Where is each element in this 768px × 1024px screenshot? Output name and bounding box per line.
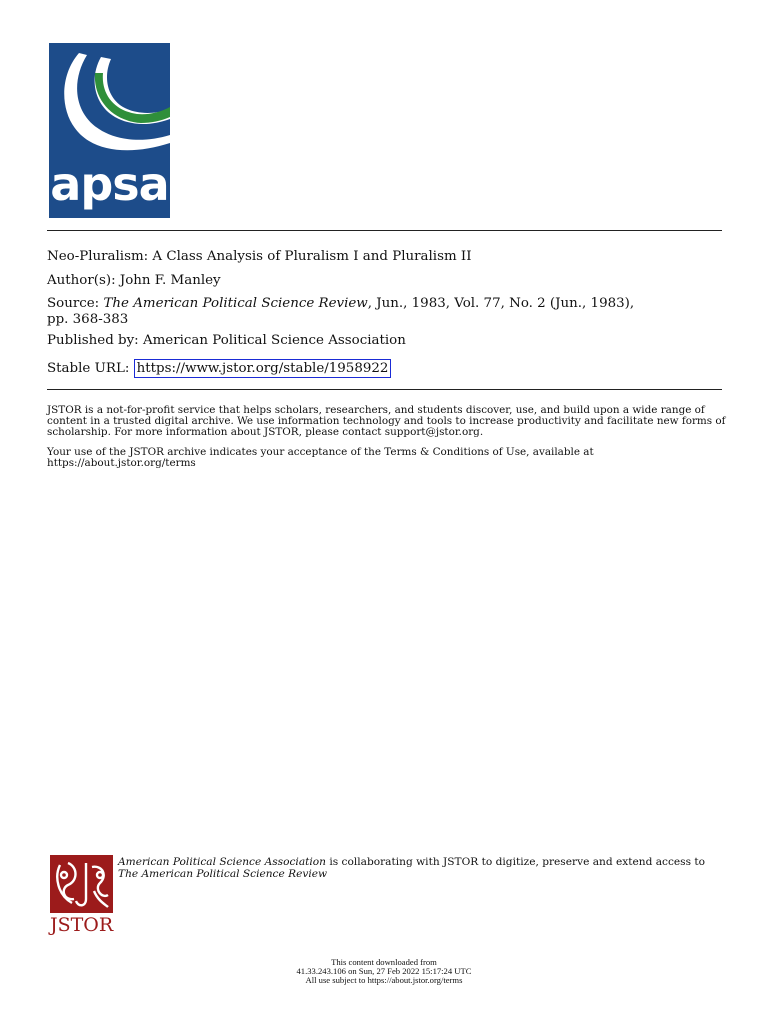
top-rule [47,230,722,231]
article-publisher [47,333,406,350]
apsa-logo-text: apsa [50,157,169,211]
publisher-value: American Political Science Association [142,333,406,348]
collab-journal: The American Political Science Review [118,868,328,880]
jstor-logo-icon [50,855,113,913]
jstor-notice-paragraph: JSTOR is a not-for-profit service that helps scholars, researchers, and students discover, use, and build upon a wide range of content in a trusted digital archive. We use information technology and tools to increase productivity and facilitate new forms of scholarship. For more information about JSTOR, please contact support@jstor.org. [47,404,726,438]
stable-url-row [47,361,391,378]
source-pages: pp. 368-383 [47,312,129,327]
source-journal: The American Political Science Review [103,296,368,311]
article-title: Neo-Pluralism: A Class Analysis of Pluralism I and Pluralism II [47,249,472,264]
stable-url-label: Stable URL: [47,361,130,376]
apsa-logo-icon [49,43,170,163]
source-label: Source: [47,296,100,311]
publisher-label: Published by: [47,333,139,348]
source-details: , Jun., 1983, Vol. 77, No. 2 (Jun., 1983), [367,296,635,311]
bottom-rule [47,389,722,390]
stable-url-link[interactable]: https://www.jstor.org/stable/1958922 [134,359,392,378]
footer-line-3: All use subject to https://about.jstor.org/terms [305,975,463,986]
authors-label: Author(s): [47,273,116,288]
collab-org: American Political Science Association [118,856,326,868]
article-authors [47,273,221,290]
download-footer [0,958,768,986]
footer-line-1: This content downloaded from [331,957,437,967]
jstor-logo [50,855,113,935]
collaboration-statement [118,856,718,880]
footer-line-2: 41.33.243.106 on Sun, 27 Feb 2022 15:17:24 UTC [296,966,472,977]
apsa-logo [49,43,170,218]
jstor-logo-text: JSTOR [50,914,114,936]
article-source [47,296,634,313]
authors-value: John F. Manley [119,273,221,288]
terms-notice-paragraph: Your use of the JSTOR archive indicates your acceptance of the Terms & Conditions of Use, available at https://about.jstor.org/terms [47,446,594,469]
collab-text: is collaborating with JSTOR to digitize, preserve and extend access to [326,856,706,868]
